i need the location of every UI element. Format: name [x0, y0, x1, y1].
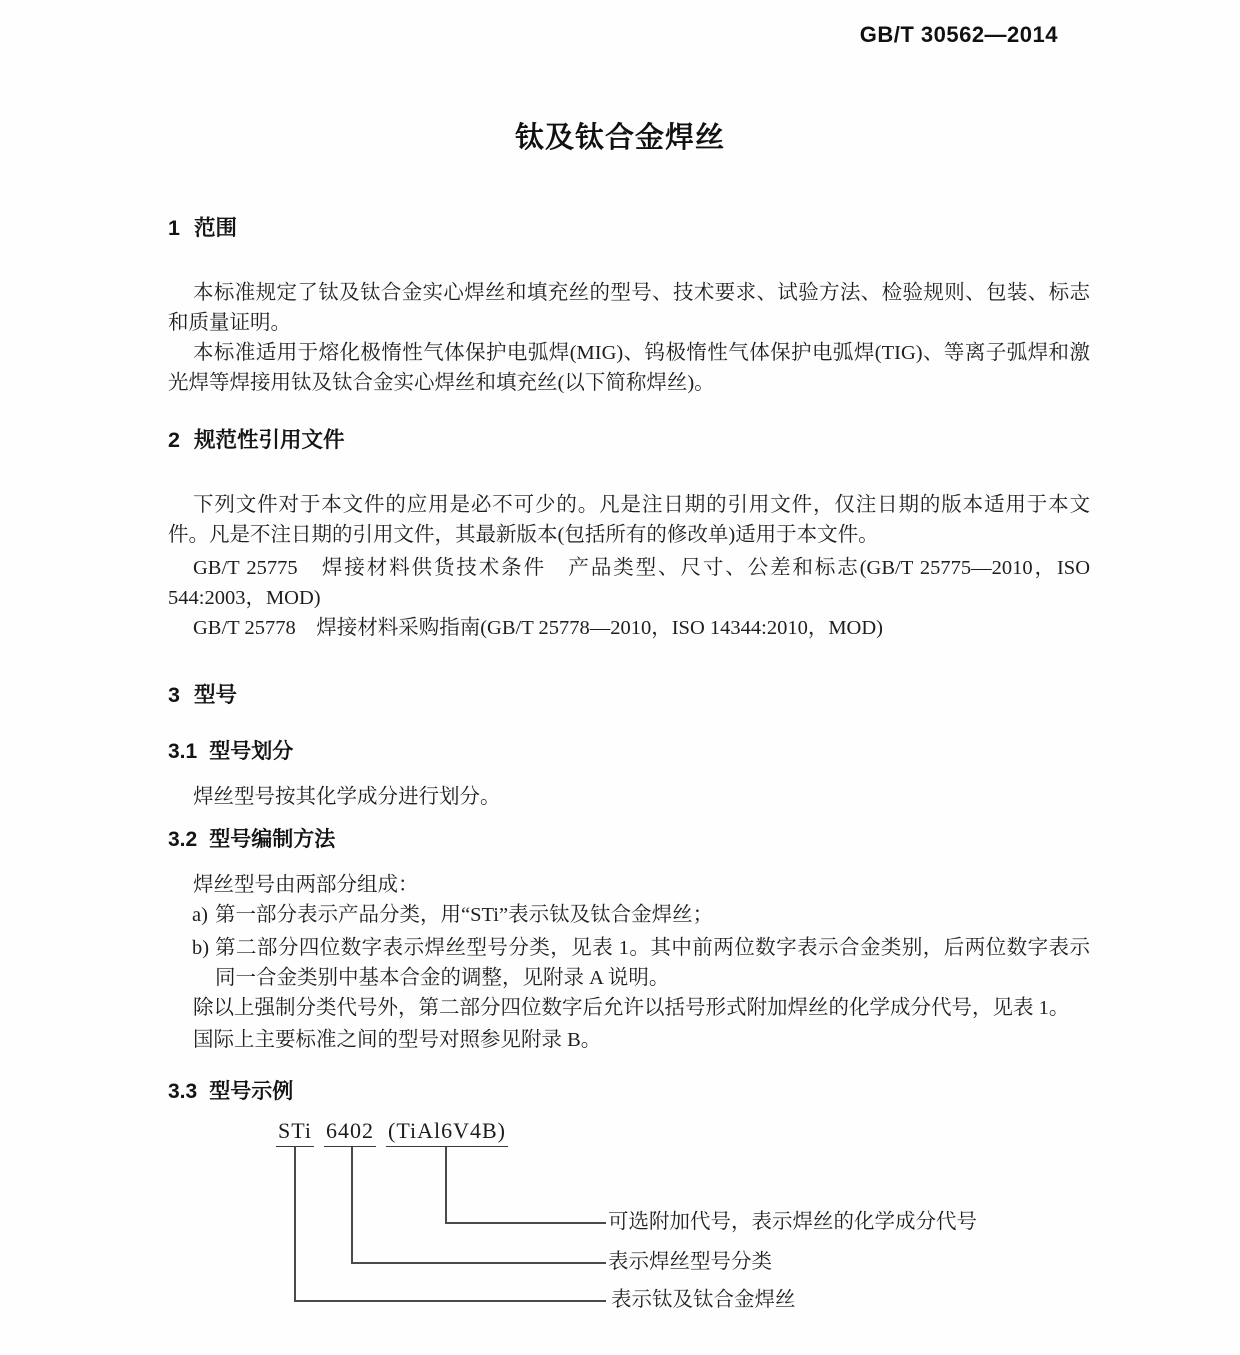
section-2-heading [168, 428, 1090, 452]
designation-example-diagram [168, 1110, 1090, 1350]
connector-hline-chemical-code [445, 1222, 606, 1224]
section-3-3-title: 型号示例 [209, 1080, 294, 1103]
section-3-2-title: 型号编制方法 [209, 828, 336, 851]
section-2-number: 2 [168, 428, 180, 452]
example-label-type-classification: 表示焊丝型号分类 [608, 1251, 772, 1273]
section-3-2-heading [168, 828, 1090, 852]
designation-method-paragraph-2: 除以上强制分类代号外，第二部分四位数字后允许以括号形式附加焊丝的化学成分代号，见表 1。 [193, 997, 1070, 1019]
section-3-heading [168, 683, 1090, 707]
section-3-2-number: 3.2 [168, 828, 198, 851]
designation-method-intro: 焊丝型号由两部分组成： [193, 874, 419, 896]
designation-method-paragraph-3: 国际上主要标准之间的型号对照参见附录 B。 [193, 1029, 602, 1051]
document-title: 钛及钛合金焊丝 [514, 122, 725, 154]
section-1-heading [168, 216, 1090, 240]
scope-paragraph-2: 本标准适用于熔化极惰性气体保护电弧焊(MIG)、钨极惰性气体保护电弧焊(TIG)、等离子弧焊和激光焊等焊接用钛及钛合金实心焊丝和填充丝(以下简称焊丝)。 [168, 342, 1090, 394]
connector-vline-chemical-code [445, 1147, 447, 1222]
section-3-3-heading [168, 1080, 1090, 1104]
section-1-number: 1 [168, 216, 180, 240]
section-3-1-title: 型号划分 [209, 740, 294, 763]
standard-number: GB/T 30562—2014 [859, 22, 1058, 47]
list-item-a [192, 900, 1090, 930]
example-token-chemical-code: (TiAl6V4B) [386, 1119, 508, 1147]
connector-hline-product-class [294, 1300, 606, 1302]
example-token-product-class: STi [276, 1119, 314, 1147]
list-item-a-text: 第一部分表示产品分类，用“STi”表示钛及钛合金焊丝； [215, 904, 714, 926]
list-item-b [192, 933, 1090, 993]
example-label-optional-code: 可选附加代号，表示焊丝的化学成分代号 [608, 1211, 977, 1233]
reference-entry-2: GB/T 25778 焊接材料采购指南(GB/T 25778—2010，ISO 14344:2010，MOD) [193, 617, 883, 639]
connector-hline-type-digits [351, 1262, 606, 1264]
scope-paragraph-1: 本标准规定了钛及钛合金实心焊丝和填充丝的型号、技术要求、试验方法、检验规则、包装、标志和质量证明。 [168, 282, 1090, 334]
references-paragraph: 下列文件对于本文件的应用是必不可少的。凡是注日期的引用文件，仅注日期的版本适用于本文件。凡是不注日期的引用文件，其最新版本(包括所有的修改单)适用于本文件。 [168, 494, 1090, 546]
section-3-3-number: 3.3 [168, 1080, 198, 1103]
connector-vline-product-class [294, 1147, 296, 1300]
section-1-title: 范围 [193, 216, 237, 240]
list-item-b-text: 第二部分四位数字表示焊丝型号分类，见表 1。其中前两位数字表示合金类别，后两位数字表示同一合金类别中基本合金的调整，见附录 A 说明。 [215, 937, 1090, 989]
reference-entry-1: GB/T 25775 焊接材料供货技术条件 产品类型、尺寸、公差和标志(GB/T 25775—2010，ISO 544:2003，MOD) [168, 557, 1090, 609]
section-3-1-heading [168, 740, 1090, 764]
example-token-type-digits: 6402 [324, 1119, 376, 1147]
document-content [168, 216, 1090, 1350]
connector-vline-type-digits [351, 1147, 353, 1262]
list-item-b-marker: b) [192, 937, 210, 959]
designation-division-paragraph: 焊丝型号按其化学成分进行划分。 [193, 786, 501, 808]
section-3-number: 3 [168, 683, 180, 707]
section-3-1-number: 3.1 [168, 740, 198, 763]
section-2-title: 规范性引用文件 [193, 428, 345, 452]
section-3-title: 型号 [193, 683, 237, 707]
list-item-a-marker: a) [192, 904, 208, 926]
example-label-titanium-wire: 表示钛及钛合金焊丝 [611, 1289, 796, 1311]
